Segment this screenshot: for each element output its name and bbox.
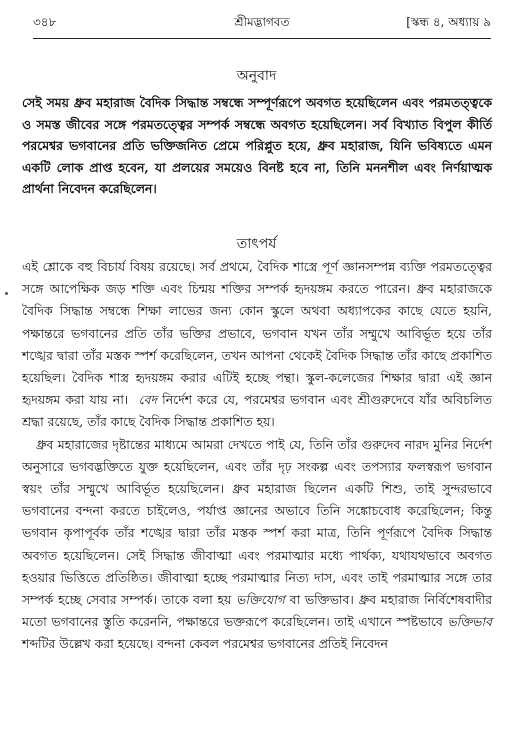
purport-p2-text-c: শব্দটির উল্লেখ করা হয়েছে। বন্দনা কেবল পরমেশ্বর ভগবানের প্রতিই নিবেদন bbox=[22, 636, 388, 652]
purport-p1-emphasis: বেদ bbox=[138, 392, 157, 408]
purport-p2-text-a: ধ্রুব মহারাজের দৃষ্টান্তের মাধ্যমে আমরা দেখতে পাই যে, তিনি তাঁর গুরুদেব নারদ মুনির নির্দেশ অনুসারে ভগবদ্ভক্তিতে যুক্ত হয়েছিলেন, এবং তাঁর দৃঢ় সংকল্প এবং তপস্যার ফলস্বরূপ ভগবান স্বয়ং তাঁর সম্মুখে আবির্ভূত হয়েছিলেন। ধ্রুব মহারাজ ছিলেন একটি শিশু, তাই সুন্দরভাবে ভগবানের বন্দনা করতে চাইলেও, পর্যাপ্ত জ্ঞানের অভাবে তিনি সঙ্কোচবোধ করেছিলেন; কিন্তু ভগবান কৃপাপূর্বক তাঁর শঙ্খের দ্বারা তাঁর মস্তক স্পর্শ করা মাত্র, তিনি পূর্ণরূপে বৈদিক সিদ্ধান্ত অবগত হয়েছিলেন। সেই সিদ্ধান্ত জীবাত্মা এবং পরমাত্মার মধ্যে পার্থক্য, যথাযথভাবে অবগত হওয়ার ভিত্তিতে প্রতিষ্ঠিত। জীবাত্মা হচ্ছে পরমাত্মার নিত্য দাস, এবং তাই পরমাত্মার সঙ্গে তার সম্পর্ক হচ্ছে সেবার সম্পর্ক। তাকে বলা হয় bbox=[22, 436, 492, 608]
purport-p1-tail: নির্দেশ করে যে, পরমেশ্বর ভগবান এবং শ্রীগুরুদেবে যাঁর অবিচলিত শ্রদ্ধা রয়েছে, তাঁর কাছে বৈদিক সিদ্ধান্ত প্রকাশিত হয়। bbox=[22, 392, 492, 430]
page-number: ৩৪৮ bbox=[33, 15, 57, 29]
translation-text: সেই সময় ধ্রুব মহারাজ বৈদিক সিদ্ধান্ত সম্বন্ধে সম্পূর্ণরূপে অবগত হয়েছিলেন এবং পরমতত্ত্বকে ও সমস্ত জীবের সঙ্গে পরমতত্ত্বের সম্পর্ক সম্বন্ধে অবগত হয়েছিলেন। সর্ব বিখ্যাত বিপুল কীর্তি পরমেশ্বর ভগবানের প্রতি ভক্তিজনিত প্রেমে পরিপ্লুত হয়ে, ধ্রুব মহারাজ, যিনি ভবিষ্যতে এমন একটি লোক প্রাপ্ত হবেন, যা প্রলয়ের সময়েও বিনষ্ট হবে না, তিনি মননশীল এবং নির্ণয়াত্মক প্রার্থনা নিবেদন করেছিলেন। bbox=[22, 95, 492, 197]
book-title: শ্রীমদ্ভাগবত bbox=[234, 15, 290, 29]
purport-paragraph-2 bbox=[22, 434, 492, 656]
chapter-reference: [স্কন্ধ ৪, অধ্যায় ৯ bbox=[406, 15, 491, 29]
translation-heading: অনুবাদ bbox=[236, 68, 277, 84]
purport-body bbox=[22, 256, 492, 656]
purport-heading: তাৎপর্য bbox=[236, 236, 277, 252]
running-header bbox=[33, 14, 491, 36]
purport-p2-text-b: বা ভক্তিভাব। ধ্রুব মহারাজ নির্বিশেষবাদীর মতো ভগবানের স্তুতি করেননি, পক্ষান্তরে ভক্তরূপে করেছিলেন। তাই এখানে স্পষ্টভাবে bbox=[22, 592, 492, 630]
margin-speck bbox=[5, 292, 8, 295]
purport-paragraph-1 bbox=[22, 256, 492, 434]
purport-p1-text: এই শ্লোকে বহু বিচার্য বিষয় রয়েছে। সর্ব প্রথমে, বৈদিক শাস্ত্রে পূর্ণ জ্ঞানসম্পন্ন ব্যক্তি পরমতত্ত্বের সঙ্গে আপেক্ষিক জড় শক্তি এবং চিন্ময় শক্তির সম্পর্ক হৃদয়ঙ্গম করতে পারেন। ধ্রুব মহারাজকে বৈদিক সিদ্ধান্ত সম্বন্ধে শিক্ষা লাভের জন্য কোন স্কুলে অথবা অধ্যাপকের কাছে যেতে হয়নি, পক্ষান্তরে ভগবানের প্রতি তাঁর ভক্তির প্রভাবে, ভগবান যখন তাঁর সম্মুখে আবির্ভূত হয়ে তাঁর শঙ্খের দ্বারা তাঁর মস্তক স্পর্শ করেছিলেন, তখন আপনা থেকেই বৈদিক সিদ্ধান্ত তাঁর কাছে প্রকাশিত হয়েছিল। বৈদিক শাস্ত্র হৃদয়ঙ্গম করার এটিই হচ্ছে পন্থা। স্কুল-কলেজের শিক্ষার দ্বারা এই জ্ঞান হৃদয়ঙ্গম করা যায় না। bbox=[22, 259, 492, 408]
purport-p2-emphasis-1: ভক্তিযোগ bbox=[236, 592, 285, 608]
purport-p2-emphasis-2: ভক্তিভাব bbox=[447, 614, 492, 630]
header-rule bbox=[33, 38, 491, 39]
